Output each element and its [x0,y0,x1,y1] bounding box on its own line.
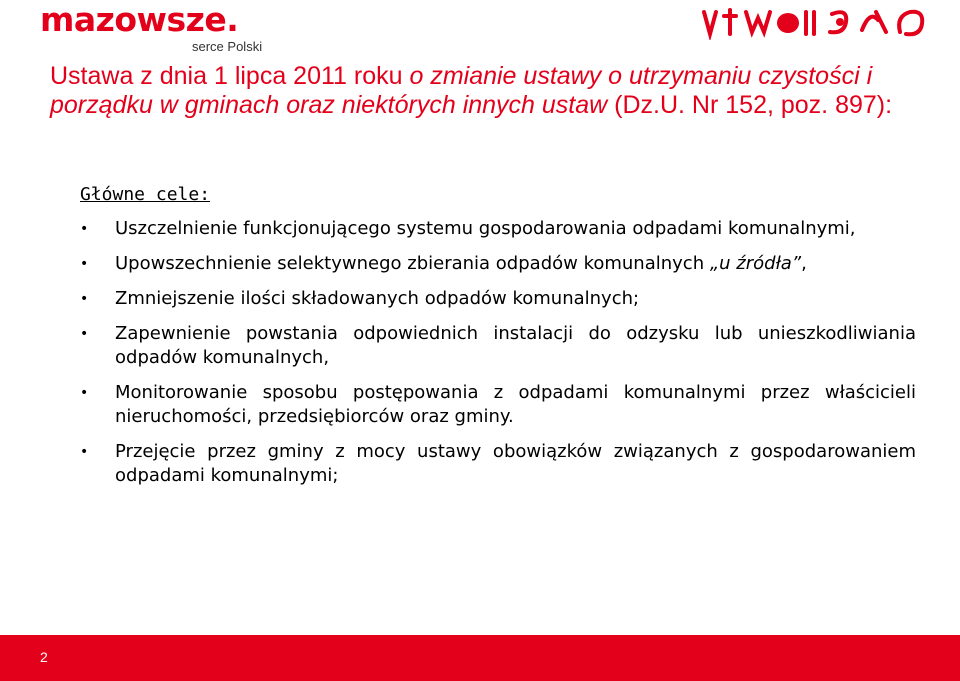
title-reference: (Dz.U. Nr 152, poz. 897): [607,91,893,119]
list-item [80,322,916,370]
footer-bar [0,635,960,681]
list-item [80,381,916,429]
list-item-text: Upowszechnienie selektywnego zbierania odpadów komunalnych [115,253,710,274]
logo-wordmark: mazowsze. [40,0,239,39]
logo-tagline: serce Polski [192,39,263,54]
list-item-italic: „u źródła” [709,253,802,274]
title-law-name: o zmianie ustawy o utrzymaniu czystości i porządku w gminach oraz niektórych innych ustaw [50,62,873,119]
list-item [80,287,916,311]
list-item-text: Przejęcie przez gminy z mocy ustawy obowiązków związanych z gospodarowaniem odpadami komunalnymi; [115,441,916,486]
list-item-text: Uszczelnienie funkcjonującego systemu gospodarowania odpadami komunalnymi, [115,218,856,239]
bullet-icon: • [80,444,89,460]
goals-heading: Główne cele: [80,184,211,205]
mazowsze-logo [40,0,280,54]
bullet-icon: • [80,291,89,307]
list-item-text: Zapewnienie powstania odpowiednich instalacji do odzysku lub unieszkodliwiania odpadów komunalnych, [115,323,916,368]
list-item [80,252,916,276]
bullet-icon: • [80,326,89,342]
bullet-icon: • [80,385,89,401]
list-item [80,440,916,488]
list-item-tail: , [801,253,807,274]
goals-section [80,184,916,499]
page-number: 2 [40,649,48,665]
goals-list [80,217,916,488]
bullet-icon: • [80,221,89,237]
title-part-1: Ustawa z dnia 1 lipca 2011 roku [50,62,410,90]
decorative-pictograms-icon [700,6,940,40]
list-item-text: Zmniejszenie ilości składowanych odpadów komunalnych; [115,288,640,309]
page-title [50,62,930,120]
list-item [80,217,916,241]
list-item-text: Monitorowanie sposobu postępowania z odpadami komunalnymi przez właścicieli nieruchomości, przedsiębiorców oraz gminy. [115,382,916,427]
bullet-icon: • [80,256,89,272]
